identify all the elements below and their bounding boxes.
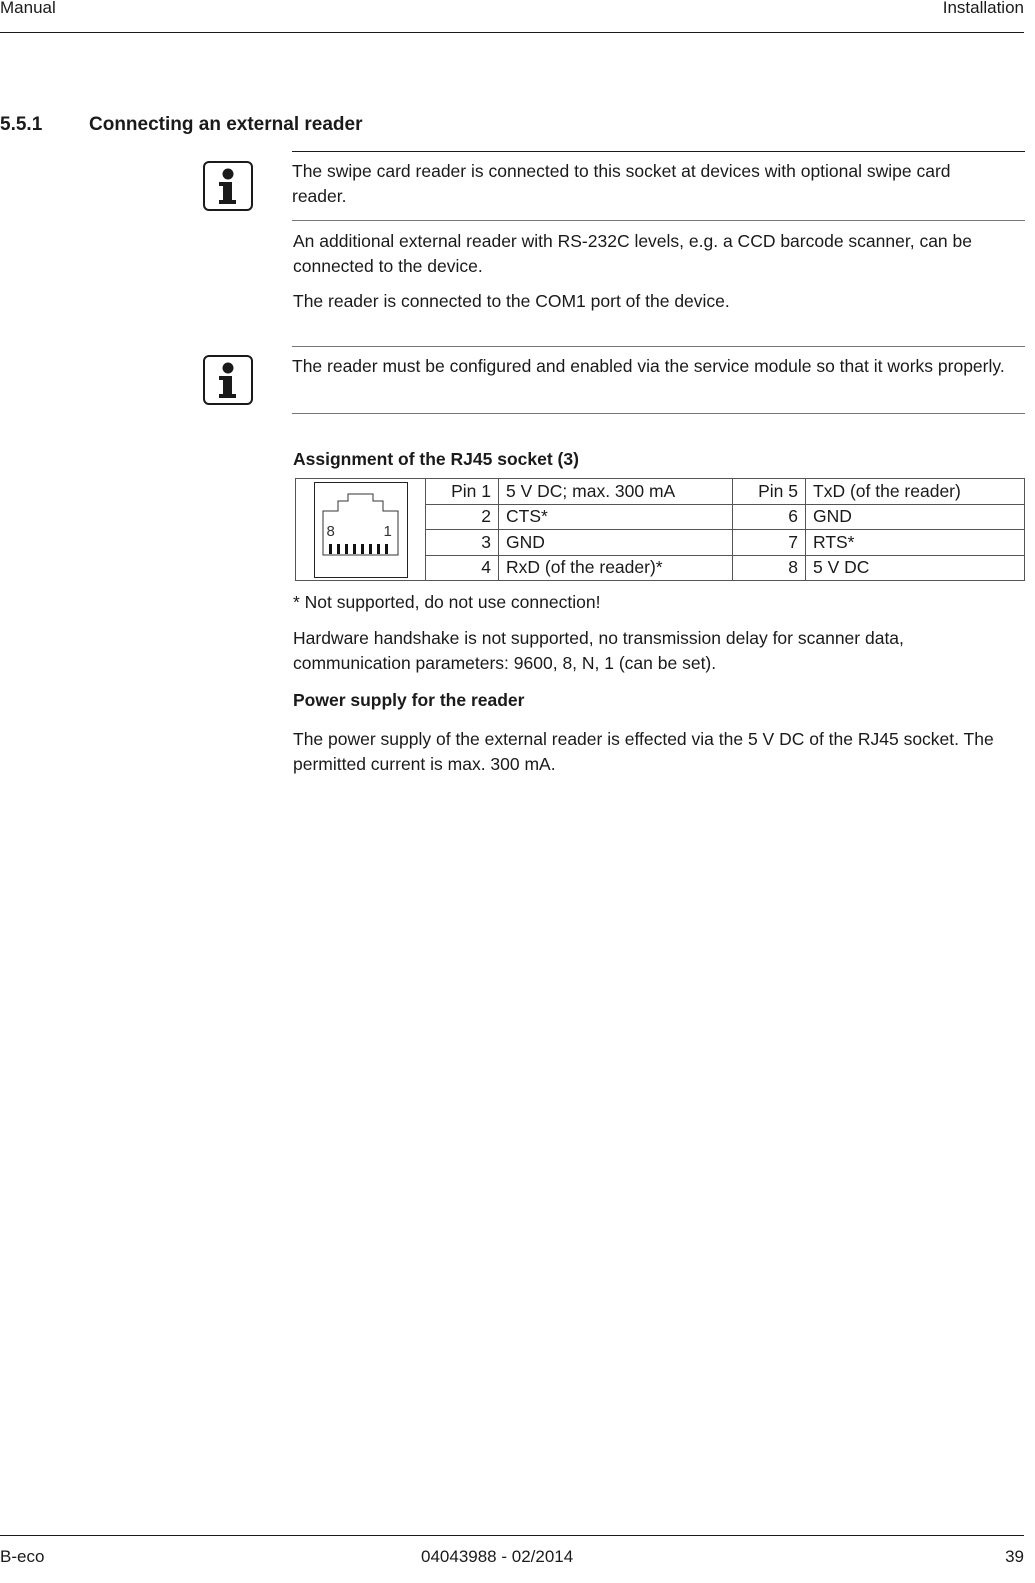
note-2-top-rule (292, 346, 1025, 347)
note-2-text: The reader must be configured and enabled via the service module so that it works properly. (292, 356, 1005, 376)
pin-signal: CTS* (499, 504, 733, 530)
paragraph-handshake: Hardware handshake is not supported, no transmission delay for scanner data, communication parameters: 9600, 8, N, 1 (can be set). (293, 628, 904, 673)
pin-signal: RTS* (806, 530, 1025, 556)
header-rule (0, 32, 1024, 33)
pin-number: 4 (426, 555, 499, 581)
paragraph-com-port: The reader is connected to the COM1 port of the device. (293, 291, 730, 311)
pin-signal: 5 V DC (806, 555, 1025, 581)
note-1-text: The swipe card reader is connected to this socket at devices with optional swipe card reader. (292, 161, 951, 206)
section-title: Connecting an external reader (89, 114, 363, 135)
info-icon (203, 355, 253, 405)
header-right: Installation (942, 0, 1024, 17)
pin-signal: GND (499, 530, 733, 556)
pin-number: 2 (426, 504, 499, 530)
pin-signal: RxD (of the reader)* (499, 555, 733, 581)
pin-number: 6 (733, 504, 806, 530)
paragraph-power: The power supply of the external reader is effected via the 5 V DC of the RJ45 socket. The permitted current is max. 300 mA. (293, 729, 994, 774)
section-number: 5.5.1 (0, 114, 43, 135)
info-icon (203, 161, 253, 211)
note-1-top-rule (292, 151, 1025, 152)
pin-number: 8 (733, 555, 806, 581)
table-footnote: * Not supported, do not use connection! (293, 592, 601, 612)
pin-signal: GND (806, 504, 1025, 530)
rj45-diagram-cell (296, 479, 426, 581)
footer-rule (0, 1535, 1024, 1536)
rj45-pin-label-left: 8 (326, 522, 335, 540)
footer-left: B-eco (0, 1547, 45, 1566)
footer-center: 04043988 - 02/2014 (421, 1547, 574, 1566)
pin-number: 7 (733, 530, 806, 556)
pin-number: Pin 1 (426, 479, 499, 505)
pin-number: Pin 5 (733, 479, 806, 505)
pin-assignment-table (295, 478, 1025, 581)
pin-signal: 5 V DC; max. 300 mA (499, 479, 733, 505)
power-heading: Power supply for the reader (293, 690, 525, 710)
note-2-bottom-rule (292, 413, 1025, 414)
paragraph-additional-reader: An additional external reader with RS-232C levels, e.g. a CCD barcode scanner, can be connected to the device. (293, 231, 972, 276)
pin-number: 3 (426, 530, 499, 556)
section-heading (0, 114, 362, 136)
footer-page-number: 39 (1005, 1547, 1024, 1566)
pin-signal: TxD (of the reader) (806, 479, 1025, 505)
note-1-bottom-rule (292, 220, 1025, 221)
header-left: Manual (0, 0, 56, 17)
table-row (296, 479, 1025, 505)
assignment-heading: Assignment of the RJ45 socket (3) (293, 449, 579, 469)
rj45-pin-label-right: 1 (383, 522, 392, 540)
rj45-socket-diagram (314, 482, 408, 578)
